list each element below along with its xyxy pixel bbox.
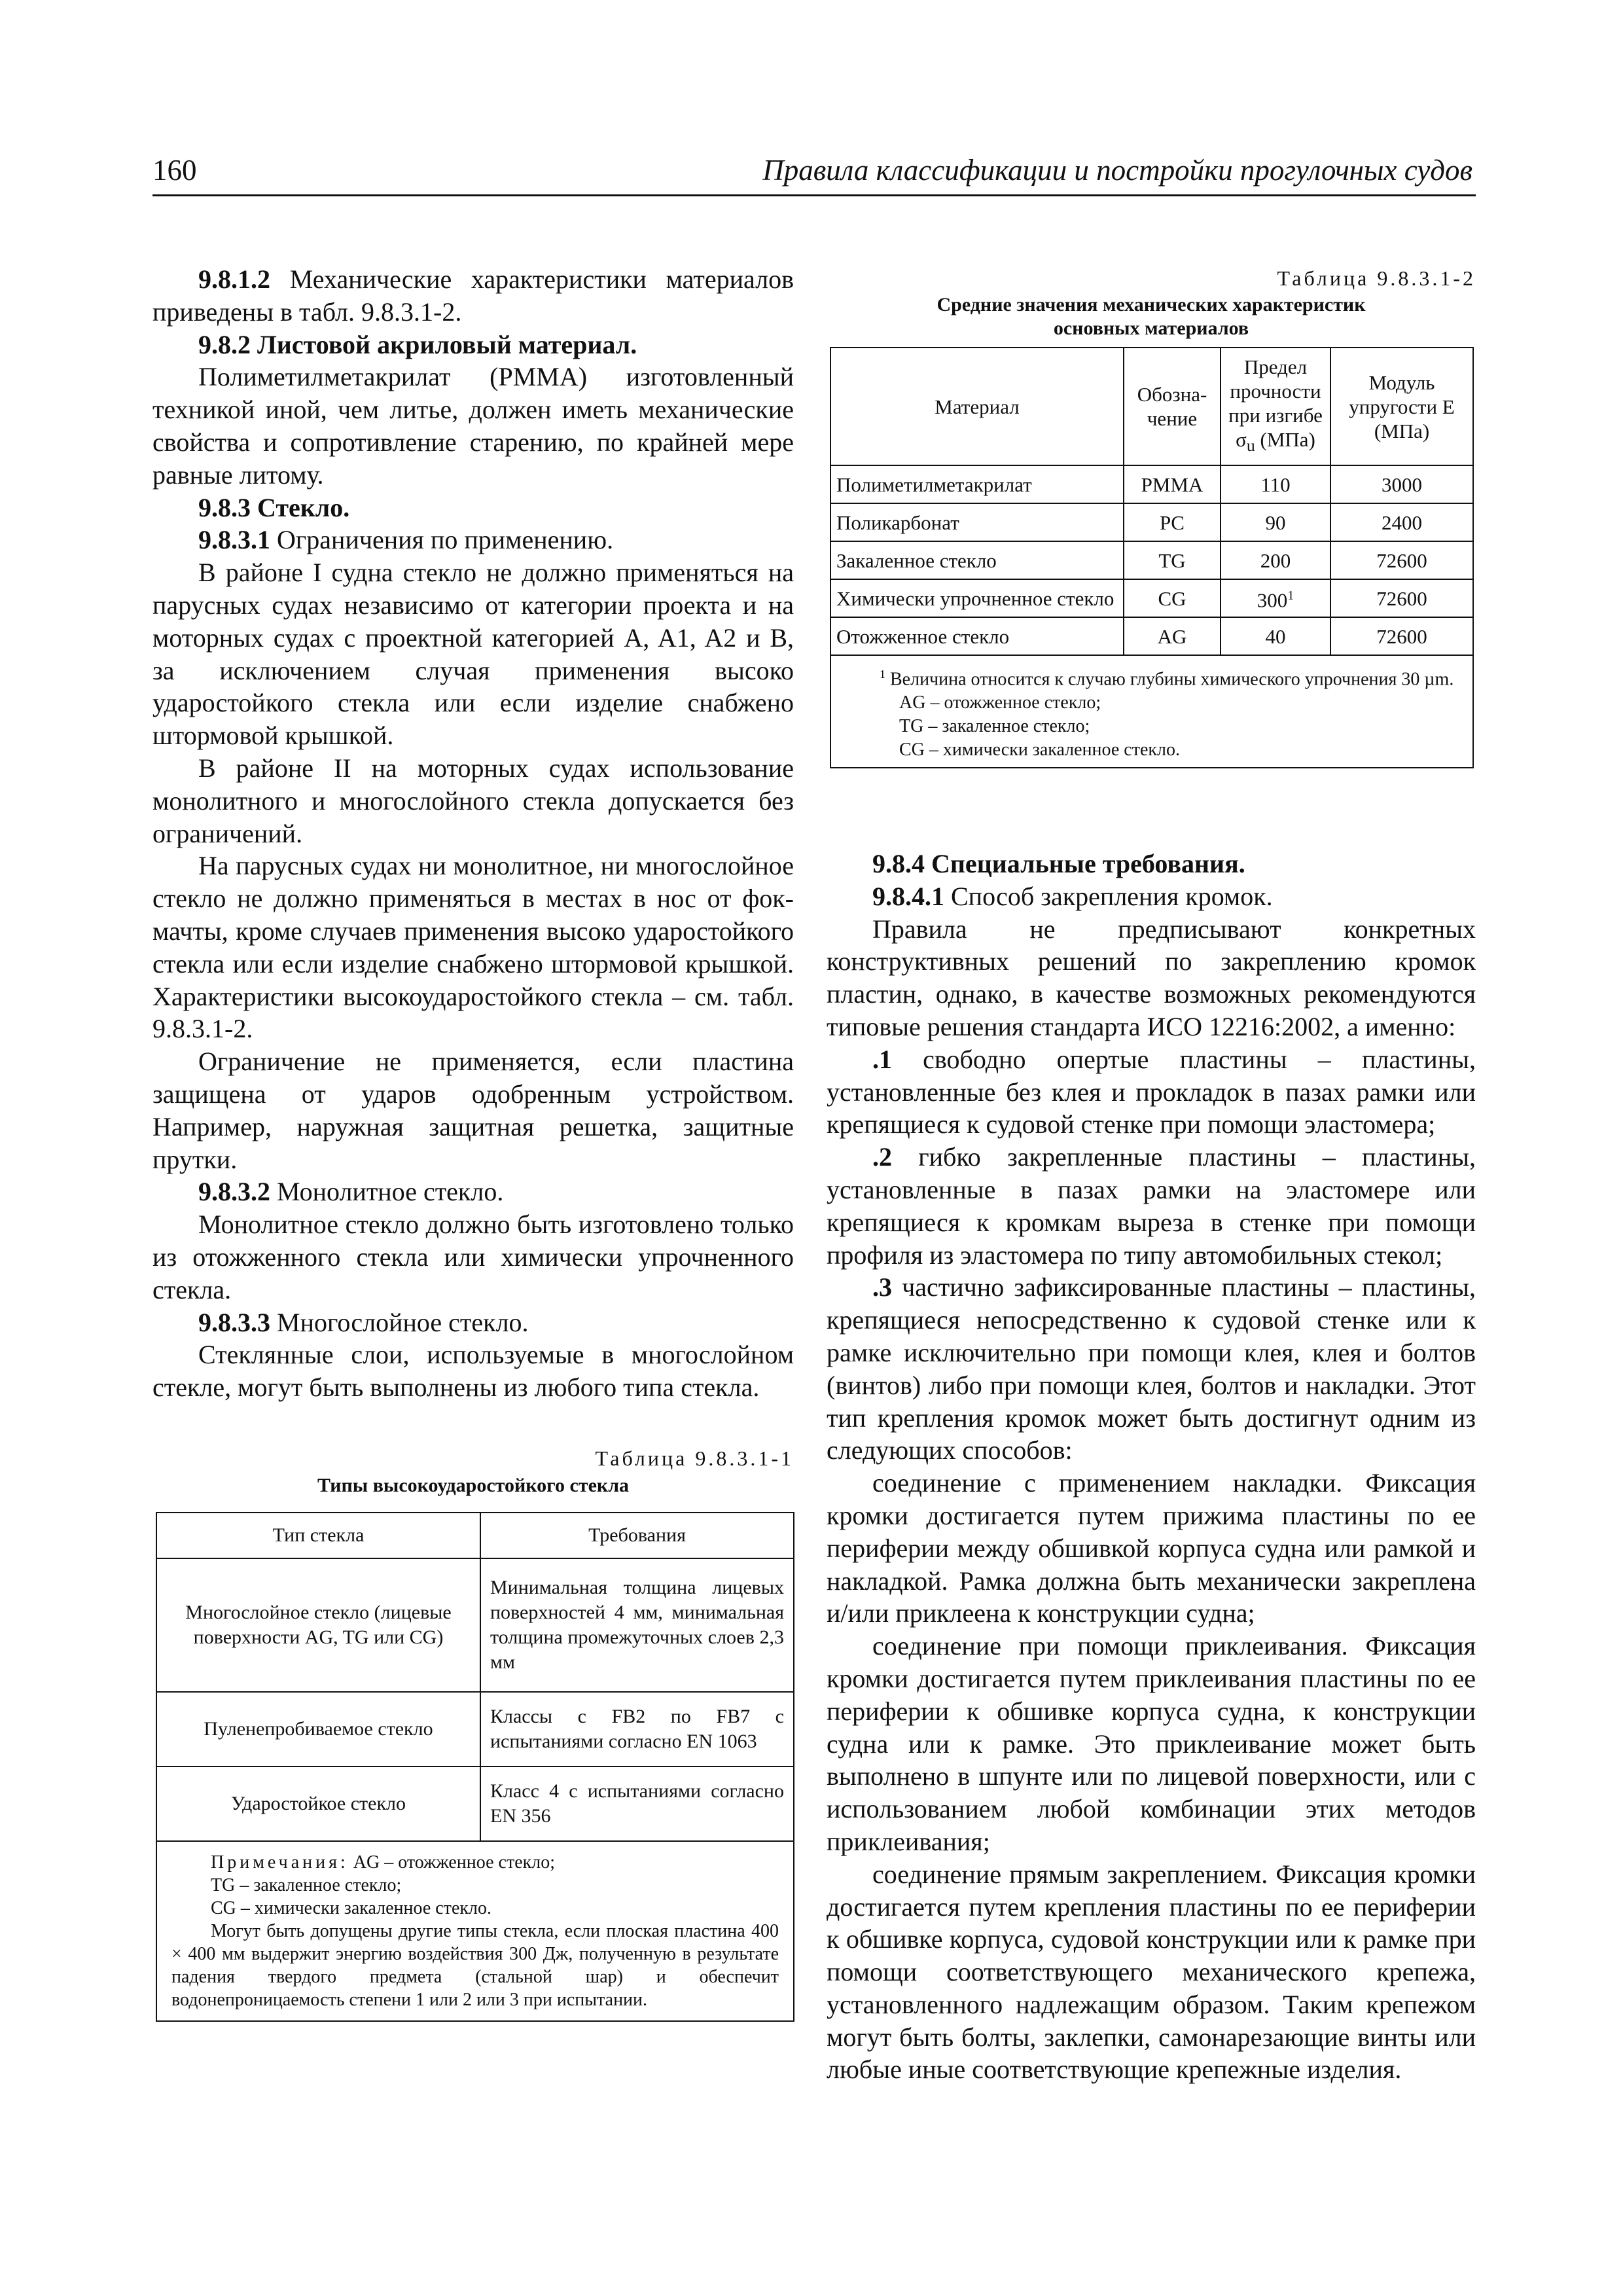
- table-header-row: [156, 1513, 794, 1558]
- cell-strength: 110: [1221, 465, 1330, 503]
- table-row: [830, 503, 1473, 541]
- table-notes-row: [156, 1841, 794, 2021]
- cell-strength: $300^1$: [1221, 579, 1330, 617]
- list-item: .3 частично зафиксированные пластины – пластины, крепящиеся непосредственно к судовой стенке или к рамке исключительно при помощи клея, клея и болтов (винтов) либо при помощи клея, болтов и накладки. Этот тип крепления кромок может быть достигнут одним из следующих способов:: [827, 1272, 1476, 1465]
- table-row: [830, 465, 1473, 503]
- table-row: [156, 1558, 794, 1692]
- cell-strength: 90: [1221, 503, 1330, 541]
- table2-notes: $^1$ Величина относится к случаю глубины химического упрочнения 30 µm. AG – отожженное стекло; TG – закаленное стекло; CG – химически закаленное стекло.: [830, 655, 1473, 768]
- paragraph: Стеклянные слои, используемые в многослойном стекле, могут быть выполнены из любого типа стекла.: [152, 1340, 794, 1403]
- paragraph: соединение при помощи приклеивания. Фиксация кромки достигается путем приклеивания пластины по ее периферии к обшивке корпуса судна, к конструкции судна или к рамке. Это приклеивание может быть выполнено в шпунте или по лицевой поверхности, или с использованием любой комбинации этих методов приклеивания;: [827, 1631, 1476, 1856]
- cell-modulus: 72600: [1330, 579, 1473, 617]
- header-code: Обозна-чение: [1124, 348, 1221, 465]
- table2: [830, 347, 1474, 768]
- header-glass-type: Тип стекла: [156, 1513, 480, 1558]
- cell-strength: 200: [1221, 541, 1330, 579]
- table-row: [830, 617, 1473, 655]
- header-strength: Предел прочности при изгибе $\sigma_u$ (МПа): [1221, 348, 1330, 465]
- cell-material: Поликарбонат: [830, 503, 1124, 541]
- paragraph: соединение с применением накладки. Фиксация кромки достигается путем прижима пластины по ее периферии между обшивкой корпуса судна или рамкой и накладкой. Рамка должна быть механически закреплена и/или приклеена к конструкции судна;: [827, 1468, 1476, 1628]
- cell-modulus: 2400: [1330, 503, 1473, 541]
- header-material: Материал: [830, 348, 1124, 465]
- cell-requirement: Минимальная толщина лицевых поверхностей 4 мм, минимальная толщина промежуточных слоев 2,3 мм: [480, 1558, 794, 1692]
- table-row: [156, 1692, 794, 1767]
- cell-requirement: Класс 4 с испытаниями согласно EN 356: [480, 1767, 794, 1841]
- cell-material: Химически упрочненное стекло: [830, 579, 1124, 617]
- paragraph: Правила не предписывают конкретных конструктивных решений по закреплению кромок пластин, однако, в качестве возможных рекомендуются типовые решения стандарта ИСО 12216:2002, а именно:: [827, 914, 1476, 1041]
- paragraph: 9.8.3.2 Монолитное стекло.: [198, 1177, 504, 1207]
- paragraph: 9.8.3.3 Многослойное стекло.: [198, 1307, 529, 1337]
- table1-notes: Примечания: AG – отожженное стекло; TG – закаленное стекло; CG – химически закаленное стекло. Могут быть допущены другие типы стекла, если плоская пластина 400 × 400 мм выдержит энергию воздействия 300 Дж, полученную в результате падения твердого предмета (стальной шар) и обеспечит водонепроницаемость степени 1 или 2 или 3 при испытании.: [156, 1841, 794, 2021]
- list-item: .1 свободно опертые пластины – пластины, установленные без клея и прокладок в пазах рамки или крепящиеся к судовой стенке при помощи эластомера;: [827, 1044, 1476, 1139]
- cell-code: TG: [1124, 541, 1221, 579]
- cell-type: Ударостойкое стекло: [156, 1767, 480, 1841]
- cell-code: PC: [1124, 503, 1221, 541]
- cell-modulus: 72600: [1330, 617, 1473, 655]
- cell-strength: 40: [1221, 617, 1330, 655]
- header-modulus: Модуль упругости E (МПа): [1330, 348, 1473, 465]
- table-row: [830, 541, 1473, 579]
- table-row: [156, 1767, 794, 1841]
- cell-modulus: 3000: [1330, 465, 1473, 503]
- cell-code: CG: [1124, 579, 1221, 617]
- page-number: 160: [152, 154, 197, 187]
- running-title: Правила классификации и постройки прогулочных судов: [762, 154, 1472, 187]
- section-heading: 9.8.3 Стекло.: [198, 492, 350, 522]
- header-rule: [152, 194, 1476, 196]
- table-row: [830, 579, 1473, 617]
- cell-material: Полиметилметакрилат: [830, 465, 1124, 503]
- section-heading: 9.8.4 Специальные требования.: [872, 849, 1245, 878]
- paragraph: На парусных судах ни монолитное, ни многослойное стекло не должно применяться в местах в нос от фок-мачты, кроме случаев применения высоко ударостойкого стекла или если изделие снабжено штормовой крышкой. Характеристики высокоударостойкого стекла – см. табл. 9.8.3.1-2.: [152, 851, 794, 1044]
- header-requirements: Требования: [480, 1513, 794, 1558]
- cell-material: Отожженное стекло: [830, 617, 1124, 655]
- cell-type: Многослойное стекло (лицевые поверхности AG, TG или CG): [156, 1558, 480, 1692]
- cell-code: AG: [1124, 617, 1221, 655]
- paragraph: 9.8.3.1 Ограничения по применению.: [198, 525, 614, 555]
- table-header-row: [830, 348, 1473, 465]
- cell-type: Пуленепробиваемое стекло: [156, 1692, 480, 1767]
- right-column: [827, 848, 1476, 2086]
- section-heading: 9.8.2 Листовой акриловый материал.: [198, 329, 637, 359]
- paragraph: Полиметилметакрилат (PMMA) изготовленный техникой иной, чем литье, должен иметь механические свойства и сопротивление старению, по крайней мере равные литому.: [152, 362, 794, 490]
- table1: [156, 1512, 794, 2022]
- table1-title: Типы высокоударостойкого стекла: [317, 1475, 630, 1496]
- paragraph: Ограничение не применяется, если пластина защищена от ударов одобренным устройством. Например, наружная защитная решетка, защитные прутки.: [152, 1047, 794, 1174]
- left-column: [152, 263, 794, 1404]
- table2-title: Средние значения механических характеристик основных материалов: [936, 294, 1366, 339]
- paragraph: соединение прямым закреплением. Фиксация кромки достигается путем крепления пластины по ее периферии к обшивке корпуса, судовой конструкции или к рамке при помощи соответствующего механического крепежа, установленного надлежащим образом. Таким крепежом могут быть болты, заклепки, самонарезающие винты или любые иные соответствующие крепежные изделия.: [827, 1859, 1476, 2085]
- cell-material: Закаленное стекло: [830, 541, 1124, 579]
- paragraph: 9.8.1.2 Механические характеристики материалов приведены в табл. 9.8.3.1-2.: [152, 264, 794, 327]
- paragraph: В районе II на моторных судах использование монолитного и многослойного стекла допускается без ограничений.: [152, 753, 794, 848]
- cell-code: PMMA: [1124, 465, 1221, 503]
- paragraph: В районе I судна стекло не должно применяться на парусных судах независимо от категории проекта и на моторных судах с проектной категорией A, A1, A2 и B, за исключением случая применения высоко ударостойкого стекла или если изделие снабжено штормовой крышкой.: [152, 558, 794, 751]
- list-item: .2 гибко закрепленные пластины – пластины, установленные в пазах рамки на эластомере или крепящиеся к кромкам выреза в стенке при помощи профиля из эластомера по типу автомобильных стекол;: [827, 1142, 1476, 1270]
- cell-requirement: Классы с FB2 по FB7 с испытаниями согласно EN 1063: [480, 1692, 794, 1767]
- cell-modulus: 72600: [1330, 541, 1473, 579]
- table2-number: Таблица 9.8.3.1-2: [1277, 266, 1476, 290]
- paragraph: 9.8.4.1 Способ закрепления кромок.: [872, 881, 1273, 911]
- table1-number: Таблица 9.8.3.1-1: [595, 1446, 794, 1470]
- table-notes-row: [830, 655, 1473, 768]
- paragraph: Монолитное стекло должно быть изготовлено только из отожженного стекла или химически упрочненного стекла.: [152, 1210, 794, 1304]
